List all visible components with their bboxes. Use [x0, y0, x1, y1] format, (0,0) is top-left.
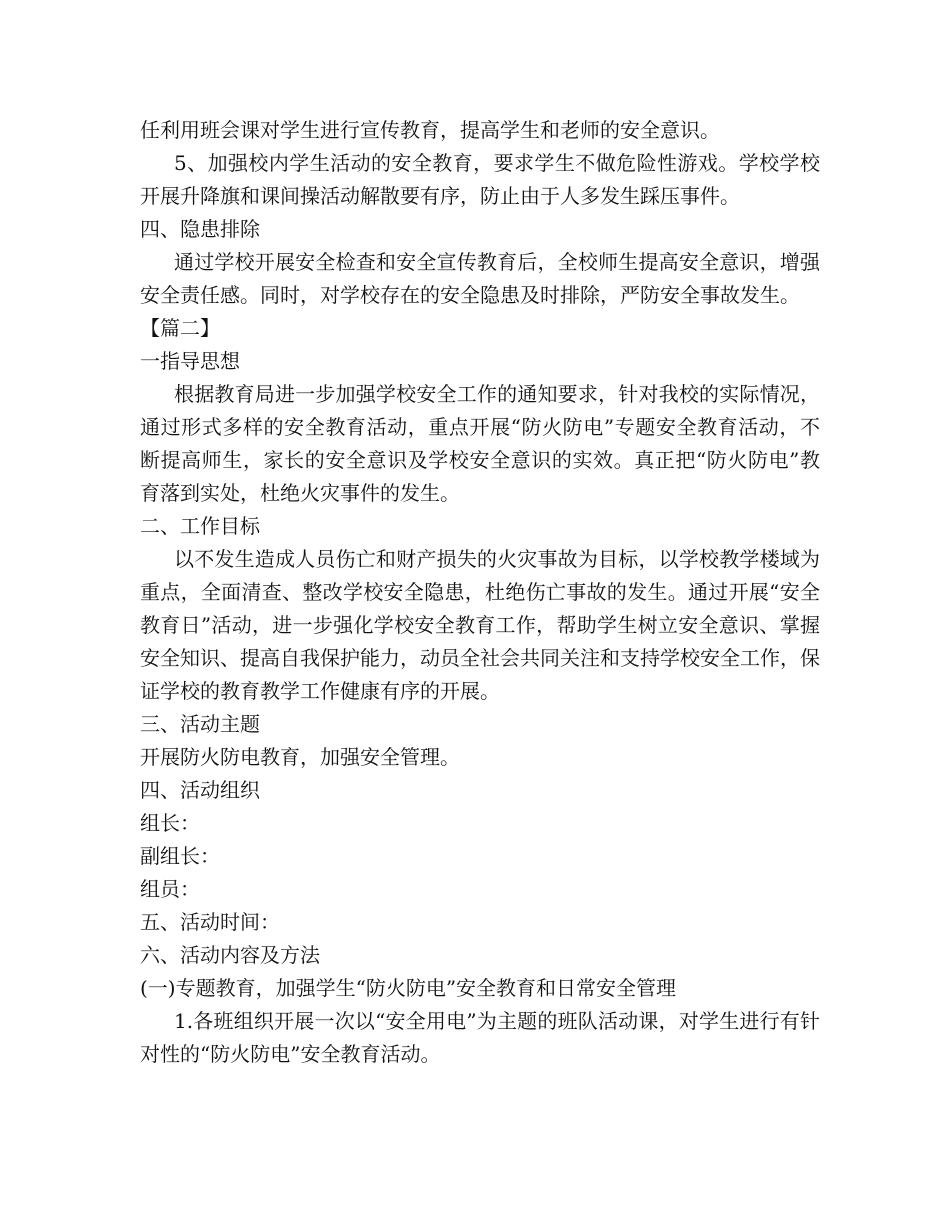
section-heading-activity-theme: 三、活动主题	[140, 712, 260, 736]
paragraph-work-goals: 以不发生造成人员伤亡和财产损失的火灾事故为目标，以学校教学楼域为重点，全面清查、整改学校安全隐患，杜绝伤亡事故的发生。通过开展“安全教育日”活动，进一步强化学校安全教育工作，帮助学生树立安全意识、掌握安全知识、提高自我保护能力，动员全社会共同关注和支持学校安全工作，保证学校的教育教学工作健康有序的开展。	[140, 547, 820, 703]
section-heading-activity-time: 五、活动时间：	[140, 910, 280, 934]
paragraph-guiding-ideology: 根据教育局进一步加强学校安全工作的通知要求，针对我校的实际情况，通过形式多样的安全教育活动，重点开展“防火防电”专题安全教育活动，不断提高师生，家长的安全意识及学校安全意识的实效。真正把“防火防电”教育落到实处，杜绝火灾事件的发生。	[140, 382, 820, 505]
paragraph-item-5: 5、加强校内学生活动的安全教育，要求学生不做危险性游戏。学校学校开展升降旗和课间操活动解散要有序，防止由于人多发生踩压事件。	[140, 151, 820, 208]
paragraph-hazard-elimination: 通过学校开展安全检查和安全宣传教育后，全校师生提高安全意识，增强安全责任感。同时，对学校存在的安全隐患及时排除，严防安全事故发生。	[140, 250, 820, 307]
section-heading-work-goals: 二、工作目标	[140, 514, 260, 538]
field-members: 组员：	[140, 877, 200, 901]
section-heading-hazard-elimination: 四、隐患排除	[140, 217, 260, 241]
part-two-label: 【篇二】	[140, 316, 220, 340]
document-body	[140, 114, 820, 1071]
paragraph-item-1: 1.各班组织开展一次以“安全用电”为主题的班队活动课，对学生进行有针对性的“防火防电”安全教育活动。	[140, 1009, 820, 1066]
section-heading-activity-organization: 四、活动组织	[140, 778, 260, 802]
paragraph-continuation: 任利用班会课对学生进行宣传教育，提高学生和老师的安全意识。	[140, 118, 720, 142]
section-heading-guiding-ideology: 一指导思想	[140, 349, 240, 373]
paragraph-activity-theme: 开展防火防电教育，加强安全管理。	[140, 745, 460, 769]
section-heading-activity-content: 六、活动内容及方法	[140, 943, 320, 967]
subsection-heading-special-education: (一)专题教育，加强学生“防火防电”安全教育和日常安全管理	[140, 976, 677, 1000]
field-group-leader: 组长：	[140, 811, 200, 835]
field-deputy-leader: 副组长：	[140, 844, 220, 868]
